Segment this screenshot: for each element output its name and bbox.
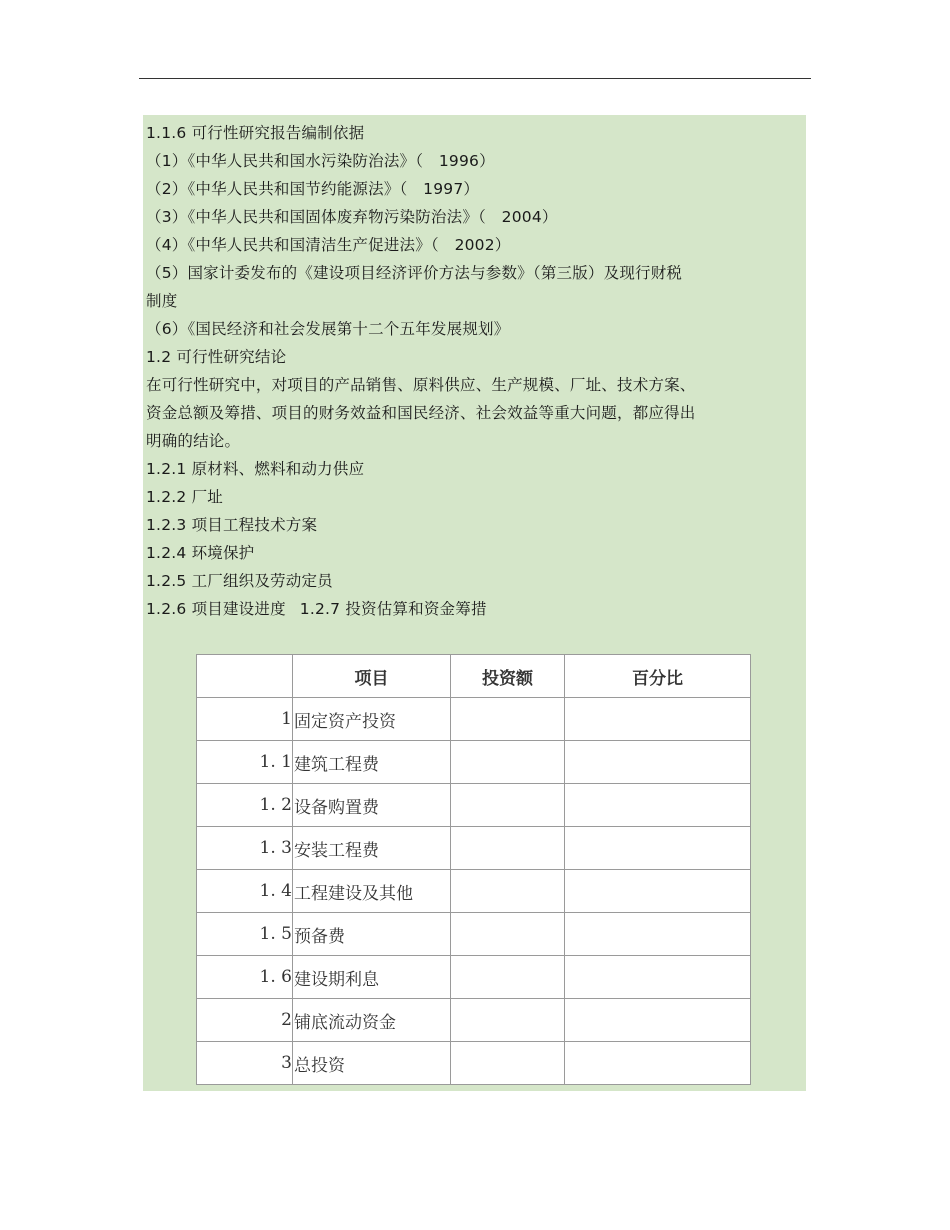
reference-item: （1）《中华人民共和国水污染防治法》（ 1996） <box>146 152 495 170</box>
table-row <box>197 999 751 1042</box>
row-item: 铺底流动资金 <box>293 999 451 1042</box>
subsection-heading-pair <box>146 595 786 623</box>
table-row <box>197 741 751 784</box>
row-percent <box>565 698 751 741</box>
row-amount <box>451 956 565 999</box>
paragraph-line: 明确的结论。 <box>146 432 241 450</box>
row-amount <box>451 999 565 1042</box>
header-cell: 项目 <box>293 655 451 698</box>
row-amount <box>451 784 565 827</box>
reference-item: （3）《中华人民共和国固体废弃物污染防治法》（ 2004） <box>146 208 558 226</box>
row-item: 建筑工程费 <box>293 741 451 784</box>
row-number: 1. 3 <box>197 827 293 870</box>
table-header-row <box>197 655 751 698</box>
header-rule <box>139 78 811 79</box>
row-percent <box>565 870 751 913</box>
reference-item: （4）《中华人民共和国清洁生产促进法》（ 2002） <box>146 236 511 254</box>
row-item: 预备费 <box>293 913 451 956</box>
subsection-heading: 1.2.1 原材料、燃料和动力供应 <box>146 460 365 478</box>
subsection-heading: 1.2.5 工厂组织及劳动定员 <box>146 572 333 590</box>
row-amount <box>451 698 565 741</box>
row-item: 建设期利息 <box>293 956 451 999</box>
paragraph-line: 资金总额及筹措、项目的财务效益和国民经济、社会效益等重大问题，都应得出 <box>146 404 696 422</box>
reference-item: （5）国家计委发布的《建设项目经济评价方法与参数》（第三版）及现行财税 <box>146 264 683 282</box>
row-item: 设备购置费 <box>293 784 451 827</box>
row-percent <box>565 784 751 827</box>
table-row <box>197 784 751 827</box>
paragraph-line: 在可行性研究中，对项目的产品销售、原料供应、生产规模、厂址、技术方案、 <box>146 376 696 394</box>
row-item: 总投资 <box>293 1042 451 1085</box>
row-percent <box>565 741 751 784</box>
table-row <box>197 698 751 741</box>
table-row <box>197 827 751 870</box>
row-percent <box>565 999 751 1042</box>
row-number: 1. 1 <box>197 741 293 784</box>
table-row <box>197 913 751 956</box>
row-amount <box>451 741 565 784</box>
row-amount <box>451 913 565 956</box>
row-percent <box>565 913 751 956</box>
row-item: 安装工程费 <box>293 827 451 870</box>
subsection-heading: 1.2.3 项目工程技术方案 <box>146 516 318 534</box>
row-amount <box>451 1042 565 1085</box>
section-heading: 1.1.6 可行性研究报告编制依据 <box>146 124 365 142</box>
table-row <box>197 956 751 999</box>
row-amount <box>451 870 565 913</box>
row-amount <box>451 827 565 870</box>
subsection-heading: 1.2.4 环境保护 <box>146 544 255 562</box>
row-number: 1. 5 <box>197 913 293 956</box>
row-percent <box>565 1042 751 1085</box>
header-cell: 百分比 <box>565 655 751 698</box>
subsection-heading: 1.2.2 厂址 <box>146 488 223 506</box>
subsection-heading: 1.2.7 投资估算和资金筹措 <box>299 600 487 618</box>
row-number: 2 <box>197 999 293 1042</box>
header-cell: 投资额 <box>451 655 565 698</box>
row-percent <box>565 827 751 870</box>
row-number: 1. 4 <box>197 870 293 913</box>
row-number: 1. 6 <box>197 956 293 999</box>
reference-item: （6）《国民经济和社会发展第十二个五年发展规划》 <box>146 320 510 338</box>
document-text <box>146 119 786 623</box>
row-number: 1 <box>197 698 293 741</box>
header-cell <box>197 655 293 698</box>
row-number: 1. 2 <box>197 784 293 827</box>
row-percent <box>565 956 751 999</box>
table-row <box>197 870 751 913</box>
investment-table <box>196 654 751 1085</box>
reference-item: （2）《中华人民共和国节约能源法》（ 1997） <box>146 180 480 198</box>
row-item: 固定资产投资 <box>293 698 451 741</box>
subsection-heading: 1.2.6 项目建设进度 <box>146 600 286 618</box>
row-item: 工程建设及其他 <box>293 870 451 913</box>
section-heading: 1.2 可行性研究结论 <box>146 348 287 366</box>
table-row <box>197 1042 751 1085</box>
reference-item-continued: 制度 <box>146 292 178 310</box>
investment-table-wrapper <box>196 654 750 1085</box>
row-number: 3 <box>197 1042 293 1085</box>
